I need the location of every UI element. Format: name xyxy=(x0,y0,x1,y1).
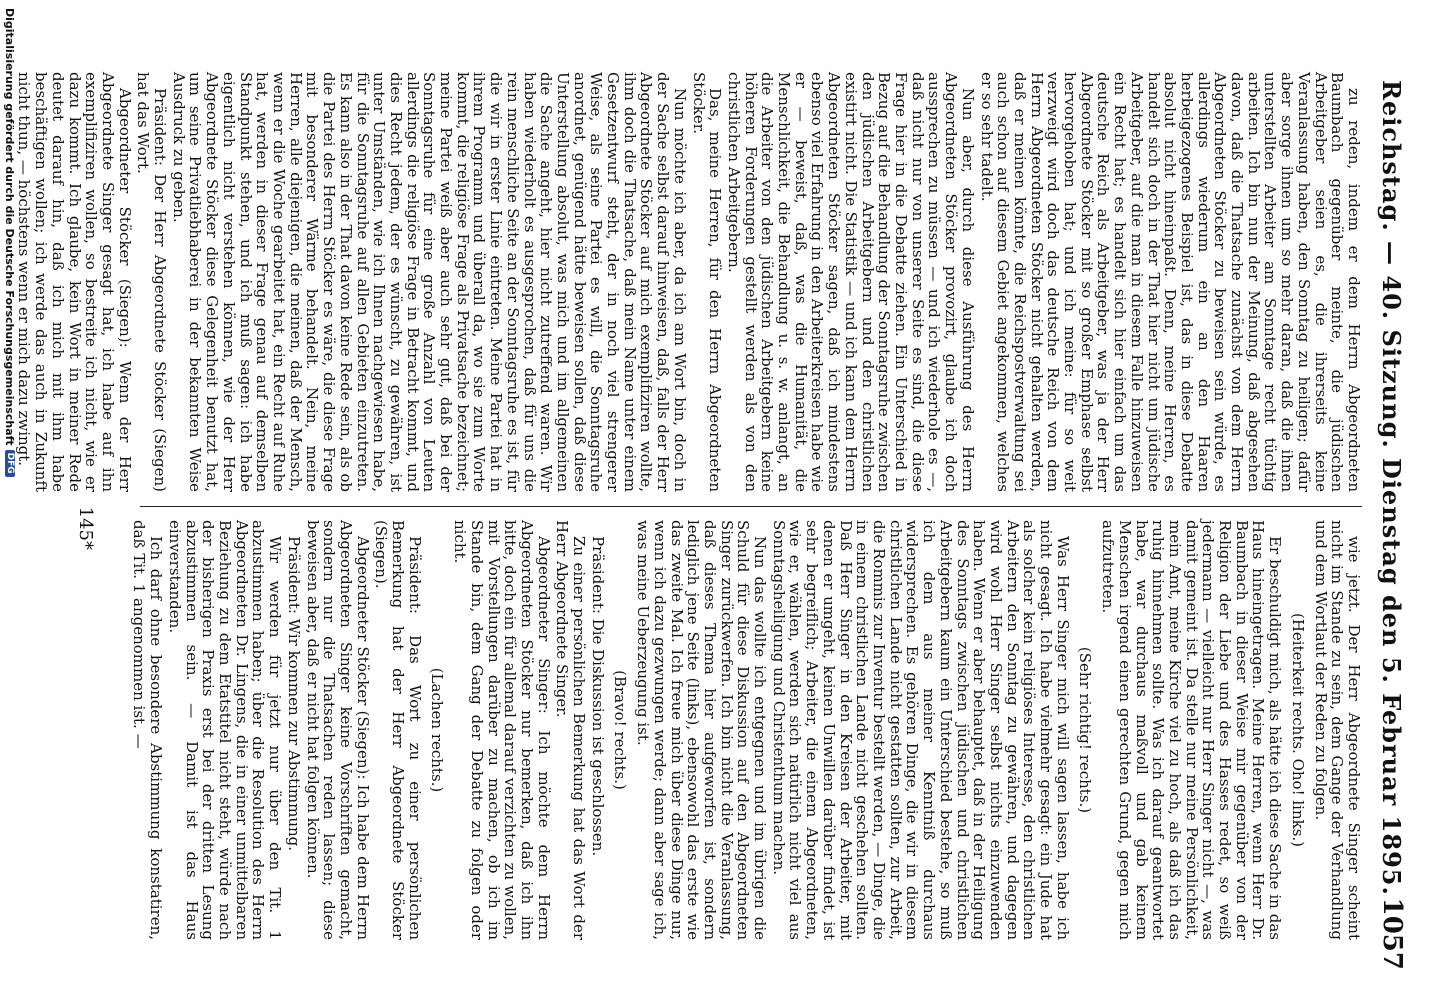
paragraph: Abgeordneter Stöcker (Siegen): Ich habe dem Herrn Abgeordneten Singer keine Vorschriften gemacht, sondern nur die Thatsachen reden lassen; diese beweisen aber, daß er nicht hat folgen können. xyxy=(303,520,372,940)
paragraph: Das, meine Herren, für den Herrn Abgeordneten Stöcker. xyxy=(689,72,725,492)
left-column xyxy=(15,72,1363,492)
column-divider xyxy=(140,506,1362,507)
paragraph: Er beschuldigt mich, als hätte ich diese Sache in das Haus hineingetragen. Meine Herren, wenn Herr Dr. Baumbach in dieser Weise mir gegenüber von der Religion der Liebe und des Hasses redet, so weiß jedermann — vielleicht nur Herr Singer nicht —, was damit gemeint ist. Da stelle nur meine Persönlichkeit, mein Amt, meine Kirche viel zu hoch, als daß ich das ruhig hinnehmen sollte. Was ich darauf geantwortet habe, war durchaus maßvoll und gab keinem Menschen irgend einen gerechten Grund, gegen mich aufzutreten. xyxy=(1099,520,1285,940)
page-header xyxy=(1372,40,1412,970)
paragraph: wie jetzt. Der Herr Abgeordnete Singer scheint nicht im Stande zu sein, dem Gange der Verhandlung und dem Wortlaut der Reden zu folgen. xyxy=(1311,520,1363,940)
paragraph: zu reden, indem er dem Herrn Abgeordneten Baumbach gegenüber meinte, die jüdischen Arbeitgeber seien es, die ihrerseits keine Veranlassung haben, den Sonntag zu heiligen; dafür aber sorge ihnen um so mehr daran, daß die ihnen unterstellten Arbeiter am Sonntage recht tüchtig arbeiten. Ich bin nun der Meinung, daß abgesehen davon, daß die Thatsache zunächst von dem Herrn Abgeordneten Stöcker zu beweisen sein würde, es allerdings wiederum ein an den Haaren herbeigezogenes Beispiel ist, das in diese Debatte absolut nicht hineinpaßt. Denn, meine Herren, es handelt sich doch in der That hier nicht um jüdische Arbeitgeber, auf die man in diesem Falle hinzuweisen ein Recht hat; es handelt sich hier einfach um das deutsche Reich als Arbeitgeber, was ja der Herr Abgeordnete Stöcker mit so großer Emphase selbst hervorgehoben hat; und ich meine: für so weit verzweigt wird doch das deutsche Reich von dem Herrn Abgeordneten Stöcker nicht gehalten werden, daß er meinen könnte, die Reichspostverwaltung sei auch schon auf diesem Gebiet angekommen, welches er so sehr tadelt. xyxy=(977,72,1363,492)
paragraph: Nun das wollte ich entgegnen und im übrigen die Schuld für diese Diskussion auf den Abgeordneten Singer zurückwerfen. Ich bin nicht die Veranlassung, daß dieses Thema hier aufgeworfen ist, sondern lediglich jene Seite (links), ebensowohl das erste wie das zweite Mal. Ich freue mich über diese Dinge nur, wenn ich dazu gezwungen werde; dann aber sage ich, was meine Ueberzeugung ist. xyxy=(634,520,770,940)
interjection: (Lachen rechts.) xyxy=(428,667,447,793)
dfg-logo: DFG xyxy=(5,450,15,477)
paragraph: Nun aber, durch diese Ausführung des Herrn Abgeordneten Stöcker provozirt, glaube ich doch aussprechen zu müssen — und ich wiederhole es —, daß nicht nur von unserer Seite es sind, die diese Frage hier in die Debatte ziehen. Ein Unterschied in Bezug auf die Behandlung der Sonntagsruhe zwischen den jüdischen Arbeitgebern und den christlichen existirt nicht. Die Statistik — und ich kann dem Herrn Abgeordneten Stöcker sagen, daß ich mindestens ebenso viel Erfahrung in den Arbeiterkreisen habe wie er — beweist, daß, was die Humanität, die Menschlichkeit, die Behandlung u. s. w. anlangt, an die Arbeiter von den jüdischen Arbeitgebern keine höheren Forderungen gestellt werden als von den christlichen Arbeitgebern. xyxy=(724,72,977,492)
paragraph: Abgeordneter Stöcker (Siegen): Wenn der Herr Abgeordnete Singer gesagt hat, ich habe auf ihn exemplifiziren wollen, so bestreite ich nicht, wie er dazu kommt. Ich glaube, kein Wort in meiner Rede deutet darauf hin, daß ich mich mit ihm habe beschäftigen wollen; ich werde das auch in Zukunft nicht thun, — höchstens wenn er mich dazu zwingt. xyxy=(15,72,134,492)
signature-mark: 145* xyxy=(75,506,96,550)
paragraph: Präsident: Die Diskussion ist geschlossen. xyxy=(588,536,607,857)
paragraph: Wir werden für jetzt nur über den Tit. 1 abzustimmen haben; über die Resolution des Herrn Abgeordneten Dr. Lingens, die in einer unmittelbaren Beziehung zu dem Etatstitel nicht steht, würde nach der bisherigen Praxis erst bei der dritten Lesung abzustimmen sein. — Damit ist das Haus einverstanden. xyxy=(165,520,285,940)
footer-text: Digitalisierung gefördert durch die Deutsche Forschungsgemeinschaft xyxy=(3,8,17,446)
header-title: Reichstag. — 40. Sitzung. Dienstag den 5. Februar 1895. xyxy=(1377,80,1407,896)
paragraph: Nun möchte ich aber, da ich am Wort bin, doch in der Sache selbst darauf hinweisen, daß, falls der Herr Abgeordnete Stöcker auf mich exemplifiziren wollte, ihm doch die Thatsache, daß mein Name unter einem Gesetzentwurf steht, der in noch viel strengerer Weise, als seine Partei es will, die Sonntagsruhe anordnet, genügend hätte beweisen sollen, daß diese Unterstellung absolut, was mich und im allgemeinen die Sache angeht, hier nicht zutreffend waren. Wir haben wiederholt es ausgesprochen, daß für uns die rein menschliche Seite an der Sonntagsruhe es ist, für die wir in erster Linie eintreten. Meine Partei hat in ihrem Programm und überall da, wo sie zum Worte kommt, die religiöse Frage als Privatsache bezeichnet; meine Partei weiß aber auch sehr gut, daß bei der Sonntagsruhe für eine große Anzahl von Leuten allerdings die religiöse Frage in Betracht kommt, und dies Recht jedem, der es wünscht, zu gewähren, ist unter Umständen, wie ich Ihnen nachgewiesen habe, für die Sonntagsruhe auf allen Gebieten einzutreten. Es kann also in der That davon keine Rede sein, als ob die Partei des Herrn Stöcker es wäre, die diese Frage mit besonderer Wärme behandelt. Nein, meine Herren, alle diejenigen, die meinen, daß der Mensch, wenn er die Woche gearbeitet hat, ein Recht auf Ruhe hat, werden in dieser Frage genau auf demselben Standpunkt stehen, und ich muß sagen: ich habe eigentlich nicht verstehen können, wie der Herr Abgeordnete Stöcker diese Gelegenheit benutzt hat, um seine Privatliebhaberei in der bekannten Weise Ausdruck zu geben. xyxy=(169,72,689,492)
interjection: (Heiterkeit rechts. Oho! links.) xyxy=(1288,612,1307,848)
paragraph: Präsident: Wir kommen zur Abstimmung. xyxy=(284,536,303,852)
interjection: (Sehr richtig! rechts.) xyxy=(1076,646,1095,814)
paragraph: Was Herr Singer mich will sagen lassen, habe ich nicht gesagt. Ich habe vielmehr gesagt: ein Jude hat als solcher kein religiöses Interesse, den christlichen Arbeitern den Sonntag zu gewähren, und dagegen wird wohl Herr Singer selbst nichts einzuwenden haben. Wenn er aber behauptet, daß in der Heiligung des Sonntags zwischen jüdischen und christlichen Arbeitgebern kaum ein Unterschied bestehe, so muß ich dem aus meiner Kenntniß durchaus widersprechen. Es gehören Dinge, die wir in diesem christlichen Lande nicht gestatten sollten, zur Arbeit, die Rommis zur Inventur bestellt werden, — Dinge, die in einem christlichen Lande nicht geschehen sollten. Daß Herr Singer in den Kreisen der Arbeiter, mit denen er umgeht, keinen Unwillen darüber findet, ist sehr begreiflich; Arbeiter, die einem Abgeordneten, wie er, wählen, werden sich natürlich nicht viel aus Sonntagsheiligung und Christenthum machen. xyxy=(769,520,1072,940)
paragraph: Zu einer persönlichen Bemerkung hat das Wort der Herr Abgeordnete Singer. xyxy=(553,520,589,940)
paragraph: Präsident: Das Wort zu einer persönlichen Bemerkung hat der Herr Abgeordnete Stöcker (Siegen). xyxy=(372,520,424,940)
paragraph: Präsident: Der Herr Abgeordnete Stöcker (Siegen) hat das Wort. xyxy=(134,72,170,492)
interjection: (Bravo! rechts.) xyxy=(611,670,630,790)
paragraph: Ich darf ohne besondere Abstimmung konstatiren, daß Tit. 1 angenommen ist. — xyxy=(130,520,166,940)
digitization-footer xyxy=(2,0,18,1000)
right-column xyxy=(90,520,1362,940)
paragraph: Abgeordneter Singer: Ich möchte dem Herrn Abgeordneten Stöcker nur bemerken, daß ich ihn bitte, doch ein für allemal darauf verzichten zu wollen, mit Vorstellungen darüber zu machen, ob ich im Stande bin, dem Gang der Debatte zu folgen oder nicht. xyxy=(451,520,553,940)
page-number: 1057 xyxy=(1377,897,1407,970)
